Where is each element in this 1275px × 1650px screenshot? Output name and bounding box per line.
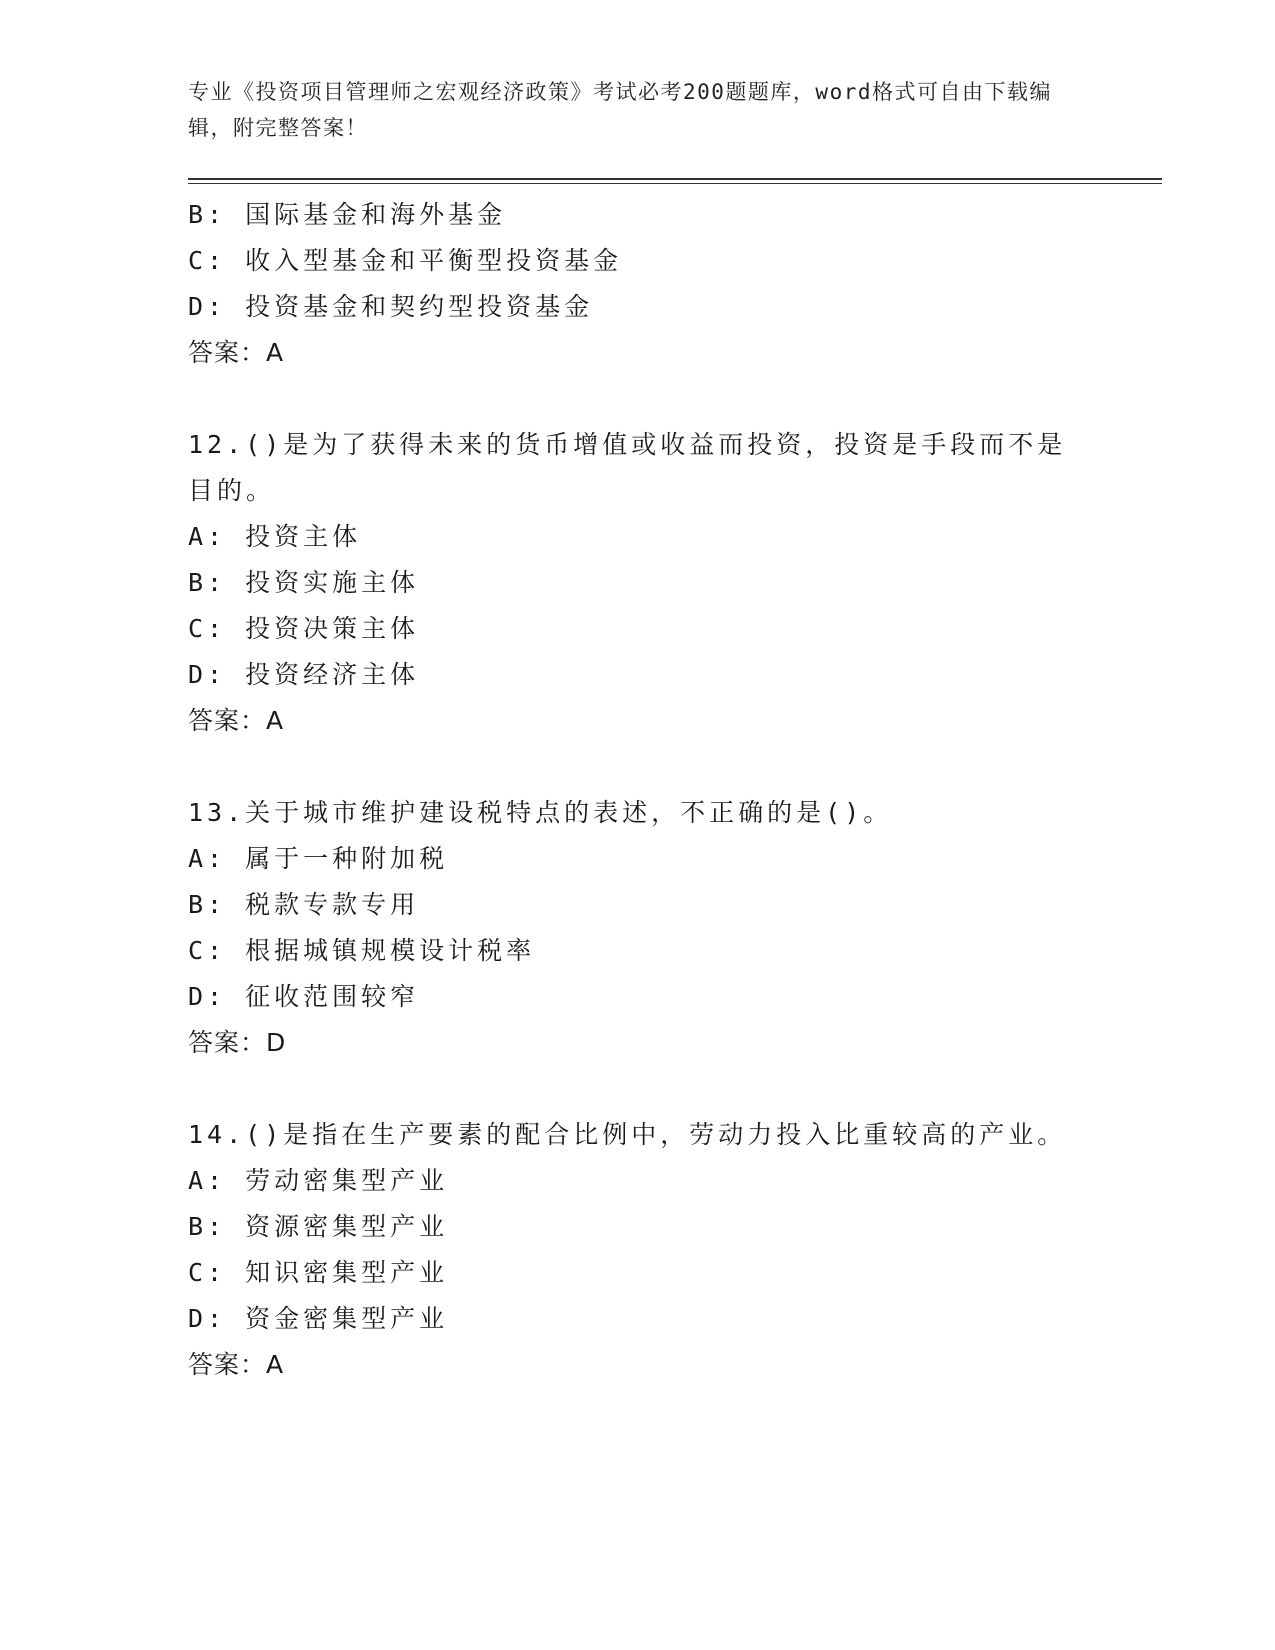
question-partial bbox=[188, 192, 1088, 376]
header-rule-thick bbox=[188, 178, 1162, 180]
document-header: 专业《投资项目管理师之宏观经济政策》考试必考200题题库，word格式可自由下载编辑，附完整答案！ bbox=[188, 80, 1052, 140]
header-rule-thin bbox=[188, 183, 1162, 184]
question-list bbox=[188, 192, 1088, 1388]
option-a: A: 属于一种附加税 bbox=[188, 844, 449, 873]
answer-line: 答案：A bbox=[188, 706, 285, 735]
question-stem: 14.()是指在生产要素的配合比例中，劳动力投入比重较高的产业。 bbox=[188, 1120, 1067, 1149]
question-stem: 12.()是为了获得未来的货币增值或收益而投资，投资是手段而不是目的。 bbox=[188, 430, 1067, 505]
option-d: D: 投资基金和契约型投资基金 bbox=[188, 292, 594, 321]
option-a: A: 投资主体 bbox=[188, 522, 362, 551]
answer-line: 答案：A bbox=[188, 1350, 285, 1379]
option-c: C: 知识密集型产业 bbox=[188, 1258, 449, 1287]
option-a: A: 劳动密集型产业 bbox=[188, 1166, 449, 1195]
option-b: B: 税款专款专用 bbox=[188, 890, 420, 919]
option-c: C: 根据城镇规模设计税率 bbox=[188, 936, 536, 965]
option-d: D: 资金密集型产业 bbox=[188, 1304, 449, 1333]
question-stem: 13.关于城市维护建设税特点的表述，不正确的是()。 bbox=[188, 798, 893, 827]
option-d: D: 投资经济主体 bbox=[188, 660, 420, 689]
question-13 bbox=[188, 790, 1088, 1066]
question-14 bbox=[188, 1112, 1088, 1388]
option-b: B: 投资实施主体 bbox=[188, 568, 420, 597]
option-b: B: 资源密集型产业 bbox=[188, 1212, 449, 1241]
option-b: B: 国际基金和海外基金 bbox=[188, 200, 507, 229]
option-d: D: 征收范围较窄 bbox=[188, 982, 420, 1011]
option-c: C: 收入型基金和平衡型投资基金 bbox=[188, 246, 623, 275]
question-12 bbox=[188, 422, 1088, 744]
option-c: C: 投资决策主体 bbox=[188, 614, 420, 643]
answer-line: 答案：A bbox=[188, 338, 285, 367]
answer-line: 答案：D bbox=[188, 1028, 287, 1057]
